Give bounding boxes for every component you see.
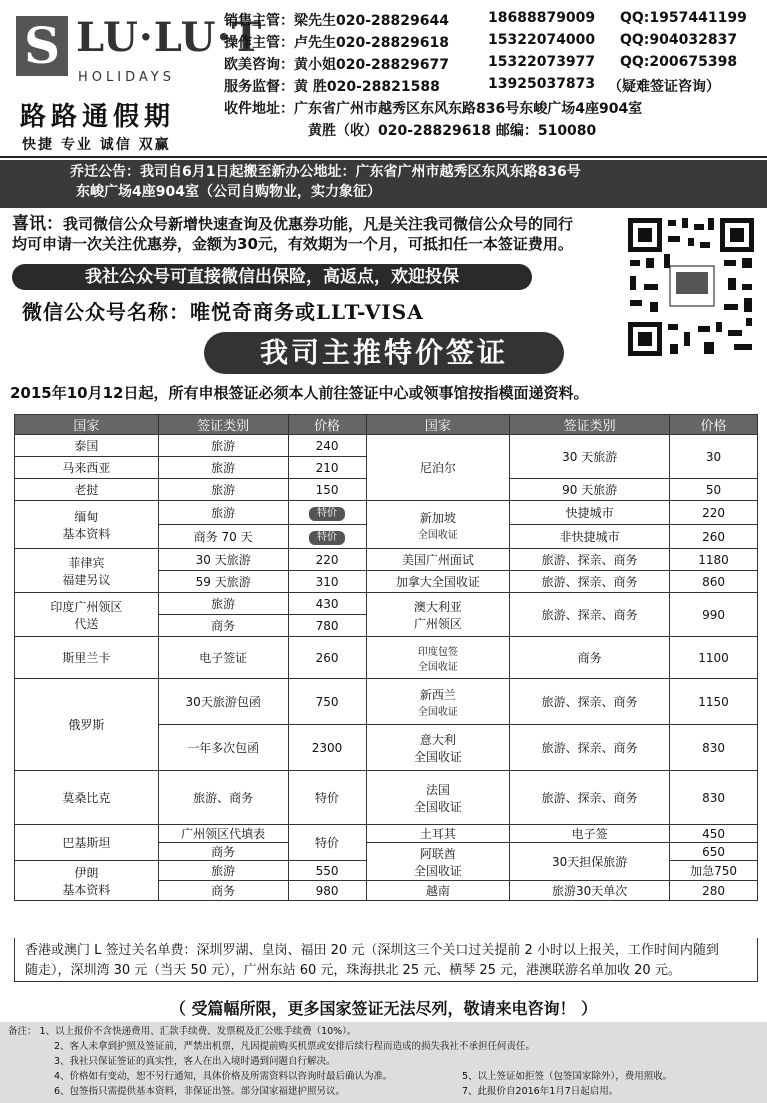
column-header: 签证类别	[510, 415, 670, 435]
contact-row	[224, 76, 764, 98]
table-row: 斯里兰卡 电子签证 260 印度包签 全国收证 商务 1100	[15, 637, 758, 679]
remarks	[0, 1022, 767, 1103]
contact-qq: QQ:200675398	[620, 54, 738, 70]
table-row: 商务 980 越南 旅游30天单次 280	[15, 881, 758, 901]
remark-item: 6、包签指只需提供基本资料，非保证出签。部分国家福建护照另议。	[54, 1086, 346, 1097]
company-name: 路路通假期	[20, 102, 176, 132]
contact-row	[224, 54, 764, 76]
special-price-badge: 特价	[309, 507, 345, 521]
table-row: 商务 780	[15, 615, 758, 637]
promo-text: 均可申请一次关注优惠券，金额为30元，有效期为一个月，可抵扣任一本签证费用。	[12, 235, 573, 253]
promo-section	[12, 214, 624, 254]
table-row: 莫桑比克 旅游、商务 特价 法国 全国收证 旅游、探亲、商务 830	[15, 771, 758, 825]
notice-line: 乔迁公告：我司自6月1日起搬至新办公地址：广东省广州市越秀区东风东路836号	[70, 164, 581, 180]
contact-qq: QQ:1957441199	[620, 10, 747, 26]
schengen-announcement: 2015年10月12日起，所有申根签证必须本人前往签证中心或领事馆按指模面递资料。	[10, 384, 589, 402]
contact-info	[224, 10, 764, 140]
notice-line: 东峻广场4座904室（公司自购物业，实力象征）	[76, 184, 381, 200]
remark-item: 5、以上签证如拒签（包签国家除外），费用照收。	[462, 1071, 673, 1082]
contact-role: 销售主管：梁先生020-28829644	[224, 13, 449, 29]
insurance-banner: 我社公众号可直接微信出保险，高返点，欢迎投保	[12, 264, 532, 290]
remark-item: 3、我社只保证签证的真实性，客人在出入境时遇到问题自行解决。	[54, 1056, 336, 1067]
table-row: 商务 70 天 特价 非快捷城市 260	[15, 525, 758, 549]
brand-name: LU·LU·T	[76, 14, 263, 61]
contact-mobile: 15322074000	[488, 32, 596, 48]
hk-macau-fees: 香港或澳门 L 签过关名单费：深圳罗湖、皇岗、福田 20 元（深圳这三个关口过关提前 2 小时以上报关，工作时间内随到 随走），深圳湾 30 元（当天 50 元），广州东站 60 元，珠海拱北 25 元、横琴 25 元，港澳联游名单加收 20 元。	[14, 938, 758, 982]
table-row: 印度广州领区 代送 旅游 430 澳大利亚 广州领区 旅游、探亲、商务 990	[15, 593, 758, 615]
table-row: 巴基斯坦 广州领区代填表 特价 土耳其 电子签 450	[15, 825, 758, 843]
table-row: 菲律宾 福建另议 30 天旅游 220 美国广州面试 旅游、探亲、商务 1180	[15, 549, 758, 571]
wechat-account-name: 微信公众号名称：唯悦奇商务或LLT-VISA	[22, 300, 424, 324]
contact-mobile: 18688879009	[488, 10, 596, 26]
remark-item: 2、客人未拿到护照及签证前，严禁出机票，凡因提前购买机票或安排后续行程而造成的损失我社不承担任何责任。	[54, 1041, 536, 1052]
column-header: 国家	[366, 415, 510, 435]
table-row: 俄罗斯 30天旅游包函 750 新西兰 全国收证 旅游、探亲、商务 1150	[15, 679, 758, 725]
relocation-notice	[0, 160, 767, 208]
company-slogan: 快捷 专业 诚信 双赢	[22, 137, 171, 153]
logo-mark-icon: S	[16, 16, 68, 76]
contact-role: 操作主管：卢先生020-28829618	[224, 35, 449, 51]
mailing-recipient: 黄胜（收）020-28829618 邮编：510080	[308, 123, 597, 139]
contact-qq: QQ:904032837	[620, 32, 738, 48]
column-header: 签证类别	[158, 415, 288, 435]
contact-row	[224, 32, 764, 54]
contact-mobile: 15322073977	[488, 54, 596, 70]
contact-note: （疑难签证咨询）	[608, 79, 720, 95]
remark-item: 7、此报价自2016年1月7日起启用。	[462, 1086, 619, 1097]
column-header: 国家	[15, 415, 159, 435]
table-row: 马来西亚 旅游 210	[15, 457, 758, 479]
special-price-badge: 特价	[309, 531, 345, 545]
contact-role: 欧美咨询：黄小姐020-28829677	[224, 57, 449, 73]
qr-code-icon[interactable]	[624, 214, 758, 360]
contact-role: 服务监督：黄 胜020-28821588	[224, 79, 440, 95]
promo-text: 喜讯：我司微信公众号新增快速查询及优惠券功能，凡是关注我司微信公众号的同行	[12, 214, 574, 234]
table-row: 一年多次包函 2300 意大利 全国收证 旅游、探亲、商务 830	[15, 725, 758, 771]
main-title: 我司主推特价签证	[204, 332, 564, 374]
remark-item: 4、价格如有变动，恕不另行通知，具体价格及所需资料以咨询时最后确认为准。	[54, 1071, 393, 1082]
visa-price-table	[14, 414, 758, 901]
contact-row	[224, 10, 764, 32]
table-row: 伊朗 基本资料 旅游 550 加急750	[15, 861, 758, 881]
more-info-note: （ 受篇幅所限，更多国家签证无法尽列，敬请来电咨询！ ）	[169, 999, 598, 1018]
company-logo	[12, 8, 263, 154]
table-row: 59 天旅游 310 加拿大全国收证 旅游、探亲、商务 860	[15, 571, 758, 593]
column-header: 价格	[670, 415, 758, 435]
promo-label: 喜讯：	[12, 214, 63, 234]
header	[0, 0, 767, 158]
contact-mobile: 13925037873	[488, 76, 596, 92]
table-row: 商务 阿联酋 全国收证 30天担保旅游 650	[15, 843, 758, 861]
mailing-address: 收件地址：广东省广州市越秀区东风东路836号东峻广场4座904室	[224, 101, 643, 117]
remark-item: 备注： 1、以上报价不含快递费用、汇款手续费、发票税及汇公账手续费（10%）。	[8, 1026, 357, 1037]
table-row: 泰国 旅游 240 尼泊尔 30 天旅游 30	[15, 435, 758, 457]
table-row: 老挝 旅游 150 90 天旅游 50	[15, 479, 758, 501]
brand-subtitle: HOLIDAYS	[78, 70, 175, 85]
table-header-row	[15, 415, 758, 435]
table-row: 缅甸 基本资料 旅游 特价 新加坡 全国收证 快捷城市 220	[15, 501, 758, 525]
column-header: 价格	[288, 415, 366, 435]
